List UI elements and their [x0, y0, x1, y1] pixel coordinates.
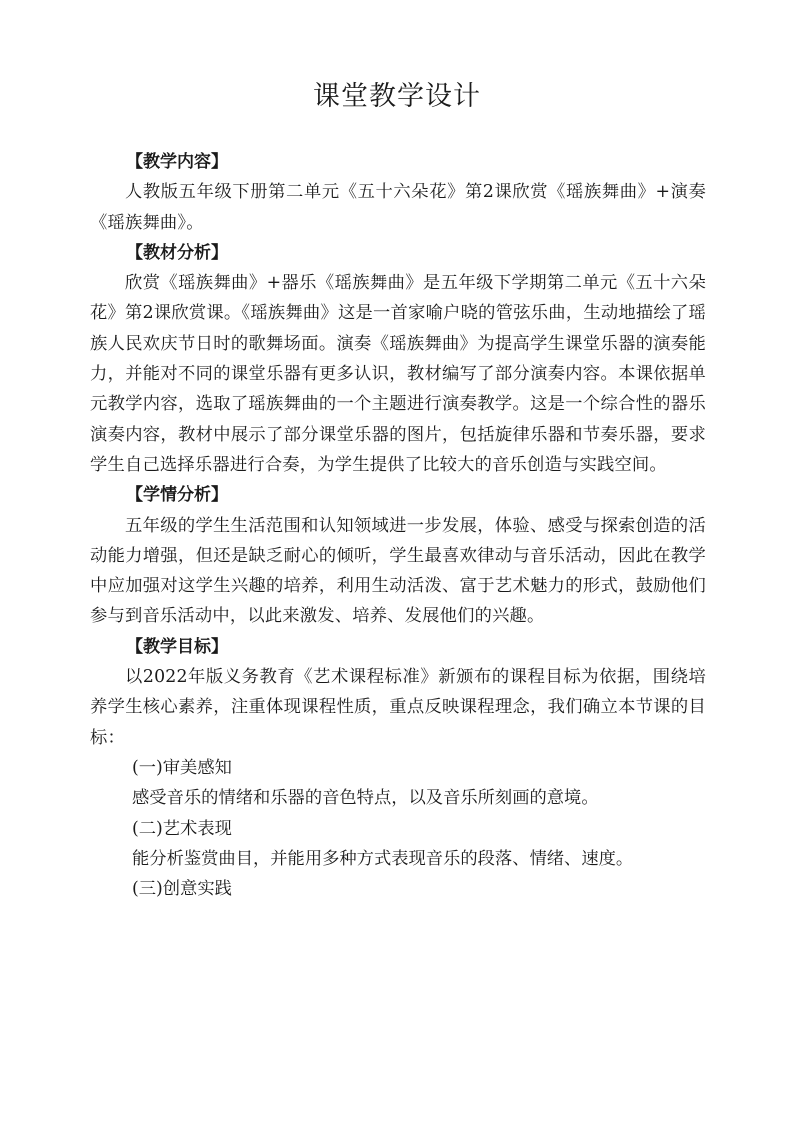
- section-text-students: 五年级的学生生活范围和认知领域进一步发展，体验、感受与探索创造的活动能力增强，但还是缺乏耐心的倾听，学生最喜欢律动与音乐活动，因此在教学中应加强对这学生兴趣的培养，利用生动活泼、富于艺术魅力的形式，鼓励他们参与到音乐活动中，以此来激发、培养、发展他们的兴趣。: [90, 515, 706, 627]
- goal-item-label: (一)审美感知: [132, 757, 232, 778]
- document-body: [90, 147, 706, 904]
- goal-item-text: 能分析鉴赏曲目，并能用多种方式表现音乐的段落、情绪、速度。: [132, 848, 634, 869]
- section-text-material: 欣赏《瑶族舞曲》+器乐《瑶族舞曲》是五年级下学期第二单元《五十六朵花》第2课欣赏课。《瑶族舞曲》这是一首家喻户晓的管弦乐曲，生动地描绘了瑶族人民欢庆节日时的歌舞场面。演奏《瑶族舞曲》为提高学生课堂乐器的演奏能力，并能对不同的课堂乐器有更多认识，教材编写了部分演奏内容。本课依据单元教学内容，选取了瑶族舞曲的一个主题进行演奏教学。这是一个综合性的器乐演奏内容，教材中展示了部分课堂乐器的图片，包括旋律乐器和节奏乐器，要求学生自己选择乐器进行合奏，为学生提供了比较大的音乐创造与实践空间。: [90, 273, 706, 475]
- section-heading-goals: 【教学目标】: [126, 636, 228, 657]
- section-heading-students: 【学情分析】: [126, 485, 228, 506]
- section-text-goals: 以2022年版义务教育《艺术课程标准》新颁布的课程目标为依据，围绕培养学生核心素养，注重体现课程性质，重点反映课程理念，我们确立本节课的目标：: [90, 667, 706, 748]
- goal-item-label: (二)艺术表现: [132, 818, 232, 839]
- section-text-content: 人教版五年级下册第二单元《五十六朵花》第2课欣赏《瑶族舞曲》+演奏《瑶族舞曲》。: [90, 182, 706, 233]
- page-title: 课堂教学设计: [313, 81, 481, 112]
- goal-item-label: (三)创意实践: [132, 879, 232, 900]
- goal-item-text: 感受音乐的情绪和乐器的音色特点，以及音乐所刻画的意境。: [132, 788, 599, 809]
- section-heading-content: 【教学内容】: [126, 152, 228, 172]
- section-heading-material: 【教材分析】: [126, 242, 228, 263]
